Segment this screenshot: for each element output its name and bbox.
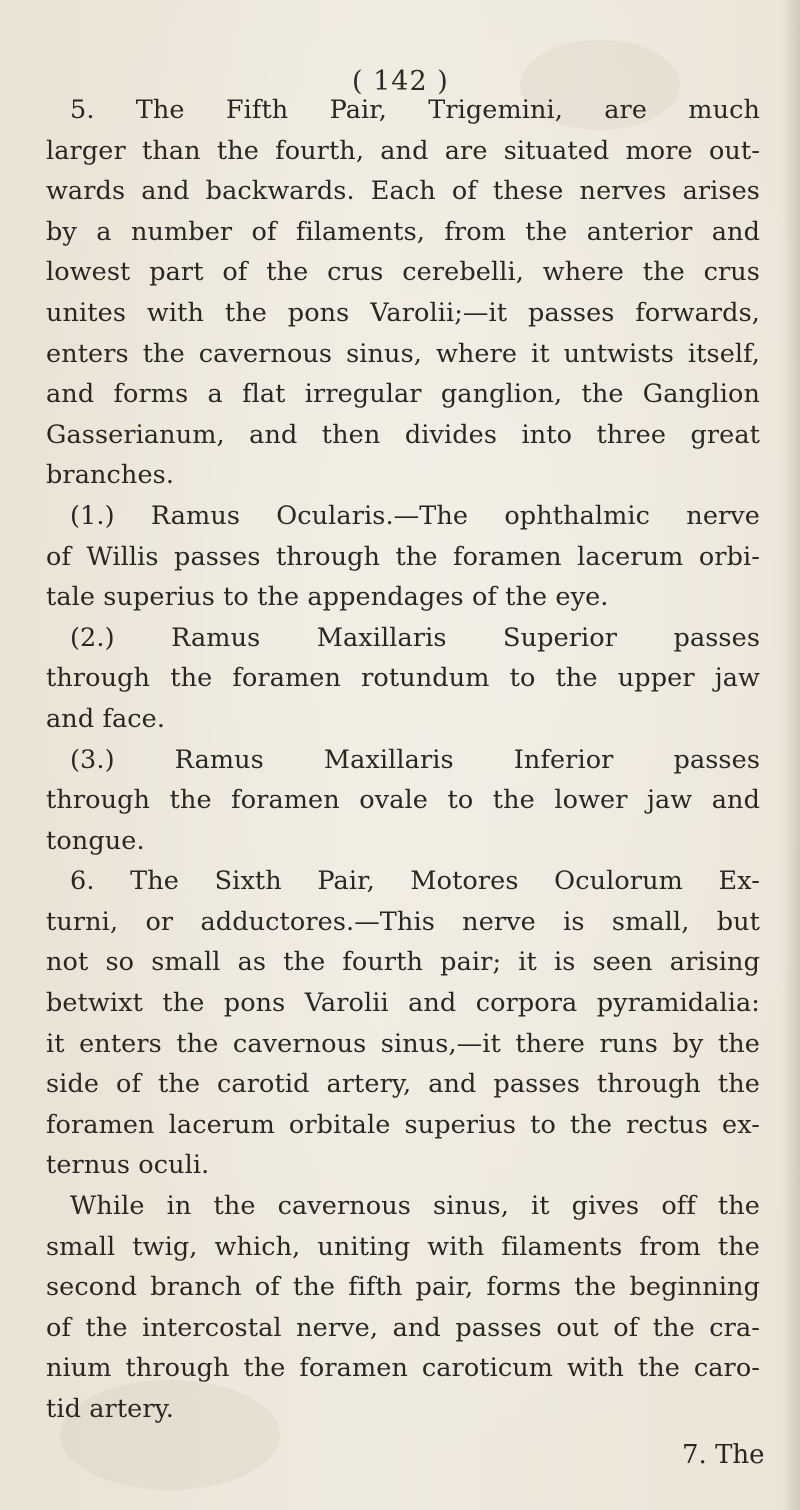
catchword: 7. The [682,1440,765,1470]
text-line: tongue. [46,825,145,856]
text-line: unites with the pons Varolii;—it passes forwards, [46,297,760,328]
paragraph-sixth-pair [46,861,760,1186]
text-line: (1.) Ramus Ocularis.—The ophthalmic nerve [70,500,760,531]
text-line: larger than the fourth, and are situated more out- [46,135,760,166]
text-line: of Willis passes through the foramen lacerum orbi- [46,541,760,572]
text-line: and forms a flat irregular ganglion, the Ganglion [46,379,760,410]
paragraph-ramus-ocularis [46,496,760,618]
text-line: enters the cavernous sinus, where it untwists itself, [46,338,760,369]
text-line: ternus oculi. [46,1150,210,1181]
text-line: tale superius to the appendages of the eye. [46,582,609,613]
text-line: second branch of the fifth pair, forms the beginning [46,1272,760,1303]
text-line: 5. The Fifth Pair, Trigemini, are much [70,95,760,125]
text-line: not so small as the fourth pair; it is seen arising [46,947,760,978]
paragraph-ramus-maxillaris-superior [46,618,760,740]
text-line: nium through the foramen caroticum with the caro- [46,1353,760,1384]
text-line: of the intercostal nerve, and passes out of the cra- [46,1312,760,1343]
text-line: and face. [46,703,166,734]
text-line: by a number of filaments, from the anterior and [46,216,760,247]
text-line: tid artery. [46,1394,174,1424]
paragraph-fifth-pair [46,90,760,496]
text-line: (2.) Ramus Maxillaris Superior passes [70,622,760,653]
text-line: small twig, which, uniting with filaments from the [46,1231,760,1262]
text-line: wards and backwards. Each of these nerves arises [46,176,760,207]
text-line: While in the cavernous sinus, it gives off the [70,1191,760,1222]
text-line: branches. [46,460,175,491]
text-line: foramen lacerum orbitale superius to the rectus ex- [46,1109,760,1140]
paragraph-intercostal [46,1186,760,1430]
text-line: Gasserianum, and then divides into three great [46,419,760,450]
text-line: turni, or adductores.—This nerve is small, but [46,906,760,937]
text-line: side of the carotid artery, and passes through the [46,1069,760,1100]
text-line: betwixt the pons Varolii and corpora pyramidalia: [46,988,760,1019]
page-edge-shadow [782,0,800,1510]
text-line: (3.) Ramus Maxillaris Inferior passes [70,744,760,775]
text-line: 6. The Sixth Pair, Motores Oculorum Ex- [70,866,760,897]
body-text [46,90,760,1430]
paragraph-ramus-maxillaris-inferior [46,740,760,862]
text-line: through the foramen rotundum to the upper jaw [46,663,760,694]
text-line: it enters the cavernous sinus,—it there runs by the [46,1028,760,1059]
text-line: through the foramen ovale to the lower jaw and [46,785,760,816]
text-line: lowest part of the crus cerebelli, where the crus [46,257,760,288]
page-number: ( 142 ) [352,66,449,97]
